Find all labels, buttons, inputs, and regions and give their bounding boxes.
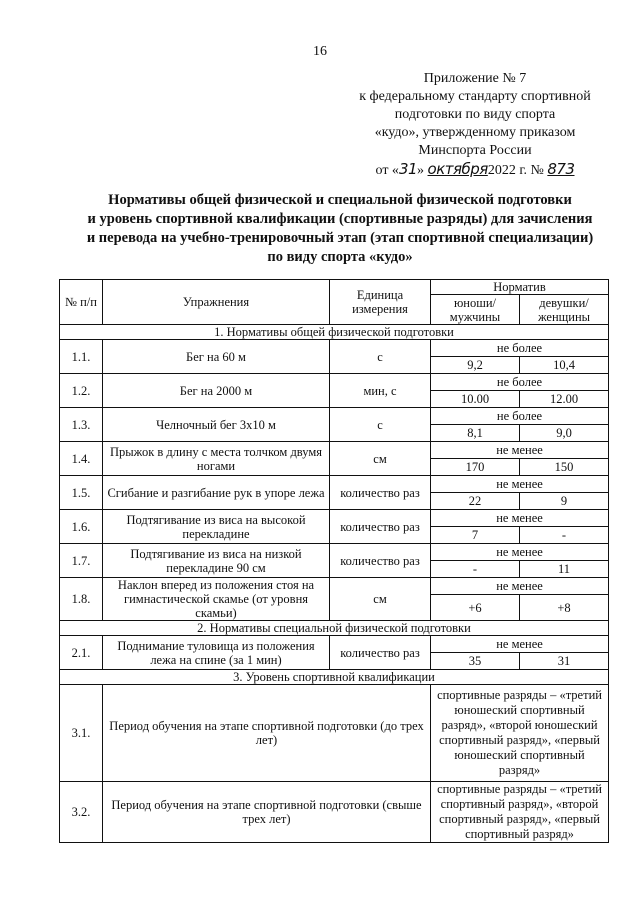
row-number: 1.8. xyxy=(60,578,103,621)
row-number: 1.3. xyxy=(60,408,103,442)
row-condition: не более xyxy=(431,374,609,391)
table-row xyxy=(60,442,609,459)
row-number: 3.2. xyxy=(60,782,103,843)
table-row xyxy=(60,544,609,561)
row-exercise: Поднимание туловища из положения лежа на спине (за 1 мин) xyxy=(103,636,330,670)
row-value-girls: 9 xyxy=(520,493,609,510)
row-value-girls: 10,4 xyxy=(520,357,609,374)
row-exercise: Бег на 60 м xyxy=(103,340,330,374)
row-value-girls: 31 xyxy=(520,653,609,670)
row-value-girls: 150 xyxy=(520,459,609,476)
row-value-boys: 35 xyxy=(431,653,520,670)
appendix-line-3: подготовки по виду спорта xyxy=(394,107,556,122)
row-number: 1.2. xyxy=(60,374,103,408)
section-row xyxy=(60,621,609,636)
section-row xyxy=(60,670,609,685)
table-row xyxy=(60,476,609,493)
row-unit: количество раз xyxy=(330,510,431,544)
row-exercise: Челночный бег 3х10 м xyxy=(103,408,330,442)
row-number: 2.1. xyxy=(60,636,103,670)
row-exercise: Наклон вперед из положения стоя на гимнастической скамье (от уровня скамьи) xyxy=(103,578,330,621)
row-number: 1.7. xyxy=(60,544,103,578)
table-row xyxy=(60,340,609,357)
row-value-boys: 7 xyxy=(431,527,520,544)
date-day: 31 xyxy=(398,160,418,178)
header-row xyxy=(60,280,609,295)
date-number: 873 xyxy=(547,160,575,178)
row-condition: не менее xyxy=(431,442,609,459)
row-condition: не менее xyxy=(431,510,609,527)
row-value-boys: 22 xyxy=(431,493,520,510)
row-value-girls: +8 xyxy=(520,595,609,621)
row-condition: не менее xyxy=(431,636,609,653)
date-year: 2022 г. № xyxy=(487,163,544,178)
section-title: 2. Нормативы специальной физической подготовки xyxy=(60,621,609,636)
row-value-girls: 9,0 xyxy=(520,425,609,442)
row-condition: не более xyxy=(431,408,609,425)
header-num: № п/п xyxy=(60,280,103,325)
row-value-girls: - xyxy=(520,527,609,544)
row-exercise: Период обучения на этапе спортивной подготовки (до трех лет) xyxy=(103,685,431,782)
row-condition: не более xyxy=(431,340,609,357)
table-row xyxy=(60,408,609,425)
title-line-1: Нормативы общей физической и специальной физической подготовки xyxy=(108,192,572,208)
appendix-line-2: к федеральному стандарту спортивной xyxy=(359,89,591,104)
table-row xyxy=(60,782,609,843)
row-number: 1.6. xyxy=(60,510,103,544)
row-number: 1.1. xyxy=(60,340,103,374)
date-prefix: от « xyxy=(375,163,399,178)
row-exercise: Прыжок в длину с места толчком двумя ногами xyxy=(103,442,330,476)
appendix-block xyxy=(340,70,610,180)
date-month: октября xyxy=(427,160,488,178)
row-unit: мин, с xyxy=(330,374,431,408)
row-unit: см xyxy=(330,578,431,621)
row-exercise: Подтягивание из виса на низкой перекладине 90 см xyxy=(103,544,330,578)
row-value-boys: 8,1 xyxy=(431,425,520,442)
table-row xyxy=(60,685,609,782)
row-value-boys: 9,2 xyxy=(431,357,520,374)
table-row xyxy=(60,374,609,391)
appendix-date-line xyxy=(340,160,610,180)
row-value-boys: +6 xyxy=(431,595,520,621)
row-value-girls: 12.00 xyxy=(520,391,609,408)
table-row xyxy=(60,636,609,653)
row-unit: количество раз xyxy=(330,544,431,578)
row-value-boys: - xyxy=(431,561,520,578)
row-condition: не менее xyxy=(431,578,609,595)
row-unit: количество раз xyxy=(330,636,431,670)
row-condition: не менее xyxy=(431,544,609,561)
row-qualification: спортивные разряды – «третий юношеский спортивный разряд», «второй юношеский спортивный разряд», «первый юношеский спортивный разряд» xyxy=(431,685,609,782)
page-number: 16 xyxy=(313,44,327,59)
title-line-2: и уровень спортивной квалификации (спортивные разряды) для зачисления xyxy=(87,211,593,227)
row-exercise: Сгибание и разгибание рук в упоре лежа xyxy=(103,476,330,510)
appendix-line-5: Минспорта России xyxy=(418,143,532,158)
date-mid: » xyxy=(417,163,425,178)
table-row xyxy=(60,578,609,595)
row-number: 1.4. xyxy=(60,442,103,476)
row-number: 1.5. xyxy=(60,476,103,510)
row-unit: см xyxy=(330,442,431,476)
norms-table xyxy=(59,279,609,843)
row-exercise: Подтягивание из виса на высокой перекладине xyxy=(103,510,330,544)
row-qualification: спортивные разряды – «третий спортивный разряд», «второй спортивный разряд», «первый спортивный разряд» xyxy=(431,782,609,843)
row-unit: с xyxy=(330,408,431,442)
section-title: 1. Нормативы общей физической подготовки xyxy=(60,325,609,340)
title-line-4: по виду спорта «кудо» xyxy=(267,249,413,265)
section-title: 3. Уровень спортивной квалификации xyxy=(60,670,609,685)
row-unit: количество раз xyxy=(330,476,431,510)
row-unit: с xyxy=(330,340,431,374)
table-row xyxy=(60,510,609,527)
header-boys: юноши/ мужчины xyxy=(431,295,520,325)
row-number: 3.1. xyxy=(60,685,103,782)
section-row xyxy=(60,325,609,340)
header-girls: девушки/ женщины xyxy=(520,295,609,325)
header-exercise: Упражнения xyxy=(103,280,330,325)
row-value-boys: 170 xyxy=(431,459,520,476)
appendix-line-4: «кудо», утвержденному приказом xyxy=(374,125,576,140)
row-condition: не менее xyxy=(431,476,609,493)
row-exercise: Бег на 2000 м xyxy=(103,374,330,408)
header-unit: Единица измерения xyxy=(330,280,431,325)
header-norm: Норматив xyxy=(431,280,609,295)
row-exercise: Период обучения на этапе спортивной подготовки (свыше трех лет) xyxy=(103,782,431,843)
row-value-girls: 11 xyxy=(520,561,609,578)
row-value-boys: 10.00 xyxy=(431,391,520,408)
title-line-3: и перевода на учебно-тренировочный этап (этап спортивной специализации) xyxy=(86,230,594,246)
document-title xyxy=(40,191,640,267)
appendix-line-1: Приложение № 7 xyxy=(423,71,527,86)
